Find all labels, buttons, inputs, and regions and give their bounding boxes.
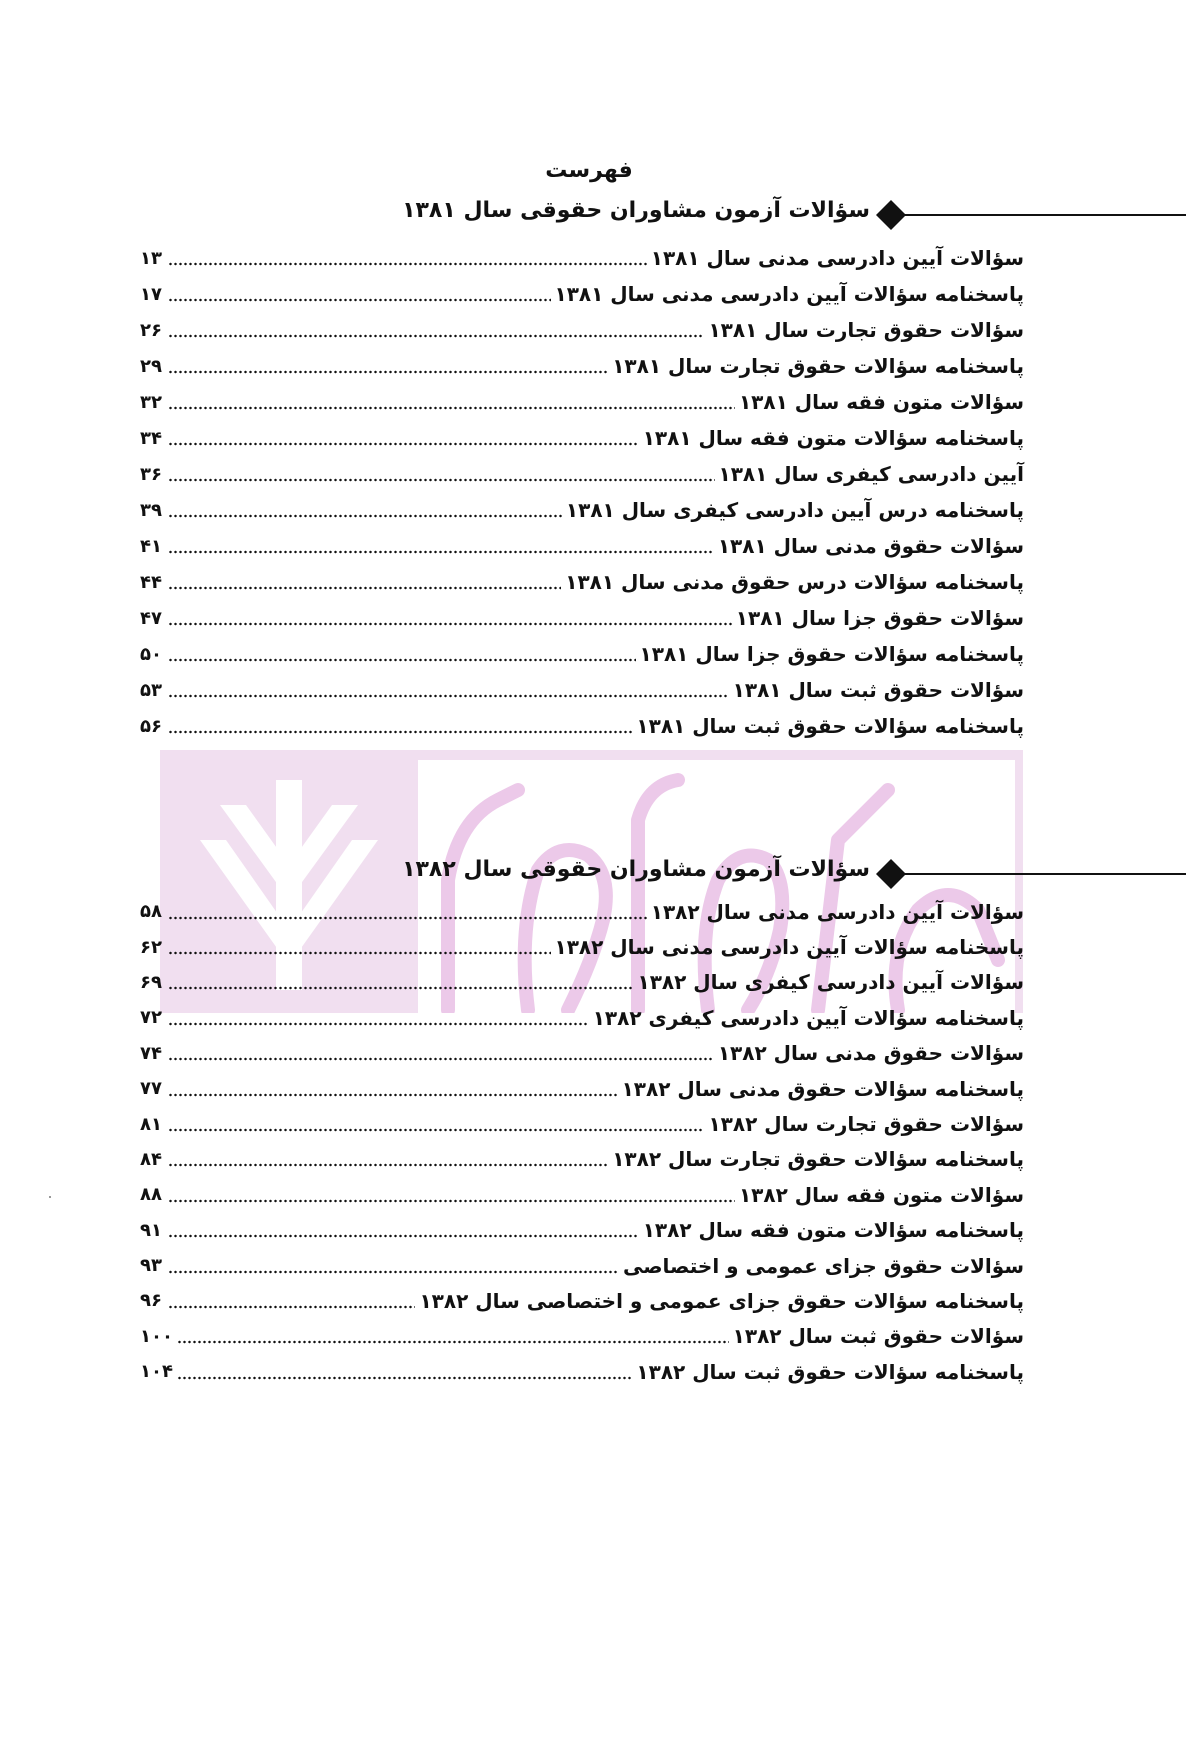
section-heading: سؤالات آزمون مشاوران حقوقی سال ۱۳۸۱: [402, 198, 870, 223]
toc-entry[interactable]: [140, 1354, 1024, 1389]
entry-title: سؤالات آیین دادرسی مدنی سال ۱۳۸۲: [650, 899, 1024, 924]
dot-leader: [168, 902, 647, 922]
entry-title: آیین دادرسی کیفری سال ۱۳۸۱: [718, 462, 1024, 486]
entry-title: پاسخنامه سؤالات متون فقه سال ۱۳۸۱: [642, 426, 1024, 450]
page-number: ۴۱: [140, 535, 162, 557]
toc-entry[interactable]: [140, 1319, 1024, 1354]
dot-leader: [168, 572, 561, 592]
toc-entry[interactable]: [140, 600, 1024, 636]
page-number: ۹۱: [140, 1219, 162, 1241]
page-number: ۵۸: [140, 901, 162, 923]
page-number: ۱۷: [140, 283, 162, 305]
dot-leader: [168, 644, 636, 664]
entry-title: پاسخنامه سؤالات آیین دادرسی کیفری ۱۳۸۲: [592, 1005, 1024, 1030]
entry-title: سؤالات حقوق تجارت سال ۱۳۸۱: [708, 318, 1024, 342]
toc-entry[interactable]: [140, 420, 1024, 456]
dot-leader: [168, 1149, 608, 1169]
entry-title: سؤالات آیین دادرسی کیفری سال ۱۳۸۲: [637, 970, 1024, 995]
entry-title: سؤالات حقوق جزا سال ۱۳۸۱: [735, 606, 1024, 630]
toc-entry[interactable]: [140, 492, 1024, 528]
page-title: [0, 158, 1186, 183]
entry-title: پاسخنامه سؤالات درس حقوق مدنی سال ۱۳۸۱: [565, 570, 1024, 594]
section-header-1381: [0, 195, 1186, 235]
header-rule: [900, 214, 1186, 216]
toc-entry[interactable]: [140, 564, 1024, 600]
entry-title: سؤالات حقوق مدنی سال ۱۳۸۲: [717, 1041, 1024, 1066]
page-number: ۴۴: [140, 571, 162, 593]
toc-entry[interactable]: [140, 1213, 1024, 1248]
toc-entry[interactable]: [140, 929, 1024, 964]
page-number: ۱۳: [140, 247, 162, 269]
dot-leader: [168, 1291, 415, 1311]
toc-entry[interactable]: [140, 894, 1024, 929]
section-header-1382: [0, 854, 1186, 894]
toc-entry[interactable]: [140, 1283, 1024, 1318]
dot-leader: [168, 716, 632, 736]
dot-leader: [168, 1008, 589, 1028]
entry-title: پاسخنامه سؤالات حقوق ثبت سال ۱۳۸۲: [636, 1359, 1024, 1384]
entry-title: سؤالات حقوق جزای عمومی و اختصاصی: [622, 1253, 1024, 1278]
toc-entry[interactable]: [140, 1036, 1024, 1071]
toc-list-1382: [140, 894, 1024, 1389]
page-number: ۲۶: [140, 319, 162, 341]
page-number: ۳۹: [140, 499, 162, 521]
entry-title: پاسخنامه سؤالات متون فقه سال ۱۳۸۲: [642, 1218, 1024, 1243]
toc-entry[interactable]: [140, 384, 1024, 420]
entry-title: پاسخنامه سؤالات حقوق تجارت سال ۱۳۸۱: [612, 354, 1024, 378]
dot-leader: [168, 356, 608, 376]
page-number: ۳۲: [140, 391, 162, 413]
page-number: ۷۴: [140, 1042, 162, 1064]
entry-title: سؤالات حقوق تجارت سال ۱۳۸۲: [708, 1112, 1024, 1137]
dot-leader: [168, 972, 633, 992]
toc-entry[interactable]: [140, 1248, 1024, 1283]
dot-leader: [168, 1114, 704, 1134]
dot-leader: [168, 320, 704, 340]
dot-leader: [168, 1079, 618, 1099]
header-rule: [900, 873, 1186, 875]
entry-title: سؤالات حقوق ثبت سال ۱۳۸۱: [732, 678, 1024, 702]
dot-leader: [168, 536, 714, 556]
toc-entry[interactable]: [140, 312, 1024, 348]
dot-leader: [177, 1326, 729, 1346]
page-number: ۸۸: [140, 1184, 162, 1206]
toc-entry[interactable]: [140, 965, 1024, 1000]
toc-entry[interactable]: [140, 636, 1024, 672]
dot-leader: [168, 428, 639, 448]
toc-entry[interactable]: [140, 456, 1024, 492]
toc-entry[interactable]: [140, 1177, 1024, 1212]
entry-title: پاسخنامه سؤالات حقوق جزا سال ۱۳۸۱: [639, 642, 1024, 666]
page-number: ۲۹: [140, 355, 162, 377]
entry-title: پاسخنامه سؤالات حقوق ثبت سال ۱۳۸۱: [636, 714, 1024, 738]
page-number: ۸۱: [140, 1113, 162, 1135]
page-number: ۱۰۴: [140, 1361, 173, 1383]
page-number: ۴۷: [140, 607, 162, 629]
dot-leader: [168, 1256, 619, 1276]
page-number: ۷۷: [140, 1078, 162, 1100]
page-number: ۹۳: [140, 1255, 162, 1277]
toc-entry[interactable]: [140, 348, 1024, 384]
entry-title: پاسخنامه سؤالات حقوق جزای عمومی و اختصاصی سال ۱۳۸۲: [419, 1288, 1024, 1313]
page-number: ۵۳: [140, 679, 162, 701]
entry-title: پاسخنامه سؤالات آیین دادرسی مدنی سال ۱۳۸۱: [554, 282, 1024, 306]
entry-title: پاسخنامه سؤالات حقوق مدنی سال ۱۳۸۲: [621, 1076, 1024, 1101]
entry-title: پاسخنامه سؤالات حقوق تجارت سال ۱۳۸۲: [612, 1147, 1024, 1172]
dot-leader: [168, 680, 729, 700]
toc-entry[interactable]: [140, 708, 1024, 744]
dot-leader: [168, 248, 647, 268]
toc-entry[interactable]: [140, 528, 1024, 564]
scan-speck: [49, 1196, 51, 1198]
toc-entry[interactable]: [140, 672, 1024, 708]
section-heading: سؤالات آزمون مشاوران حقوقی سال ۱۳۸۲: [402, 857, 870, 882]
toc-entry[interactable]: [140, 240, 1024, 276]
dot-leader: [168, 284, 551, 304]
entry-title: پاسخنامه درس آیین دادرسی کیفری سال ۱۳۸۱: [565, 498, 1024, 522]
dot-leader: [168, 392, 735, 412]
dot-leader: [168, 1220, 639, 1240]
page-number: ۸۴: [140, 1148, 162, 1170]
dot-leader: [168, 937, 551, 957]
toc-entry[interactable]: [140, 1106, 1024, 1141]
page-number: ۳۶: [140, 463, 162, 485]
page-number: ۵۰: [140, 643, 162, 665]
page-number: ۹۶: [140, 1290, 162, 1312]
page-number: ۶۲: [140, 936, 162, 958]
page-number: ۱۰۰: [140, 1325, 173, 1347]
toc-entry[interactable]: [140, 276, 1024, 312]
dot-leader: [168, 464, 715, 484]
entry-title: سؤالات حقوق مدنی سال ۱۳۸۱: [717, 534, 1024, 558]
entry-title: سؤالات آیین دادرسی مدنی سال ۱۳۸۱: [650, 246, 1024, 270]
dot-leader: [168, 500, 562, 520]
diamond-bullet-icon: [876, 200, 906, 230]
entry-title: پاسخنامه سؤالات آیین دادرسی مدنی سال ۱۳۸۲: [554, 935, 1024, 960]
dot-leader: [177, 1362, 632, 1382]
toc-list-1381: [140, 240, 1024, 744]
dot-leader: [168, 608, 732, 628]
toc-entry[interactable]: [140, 1071, 1024, 1106]
diamond-bullet-icon: [876, 859, 906, 889]
page-number: ۶۹: [140, 971, 162, 993]
page-number: ۵۶: [140, 715, 162, 737]
toc-entry[interactable]: [140, 1000, 1024, 1035]
page-number: ۳۴: [140, 427, 162, 449]
entry-title: سؤالات متون فقه سال ۱۳۸۱: [738, 390, 1024, 414]
toc-entry[interactable]: [140, 1142, 1024, 1177]
entry-title: سؤالات متون فقه سال ۱۳۸۲: [738, 1182, 1024, 1207]
dot-leader: [168, 1043, 714, 1063]
entry-title: سؤالات حقوق ثبت سال ۱۳۸۲: [732, 1324, 1024, 1349]
page-number: ۷۲: [140, 1007, 162, 1029]
dot-leader: [168, 1185, 735, 1205]
page-title-text: فهرست: [545, 158, 633, 183]
